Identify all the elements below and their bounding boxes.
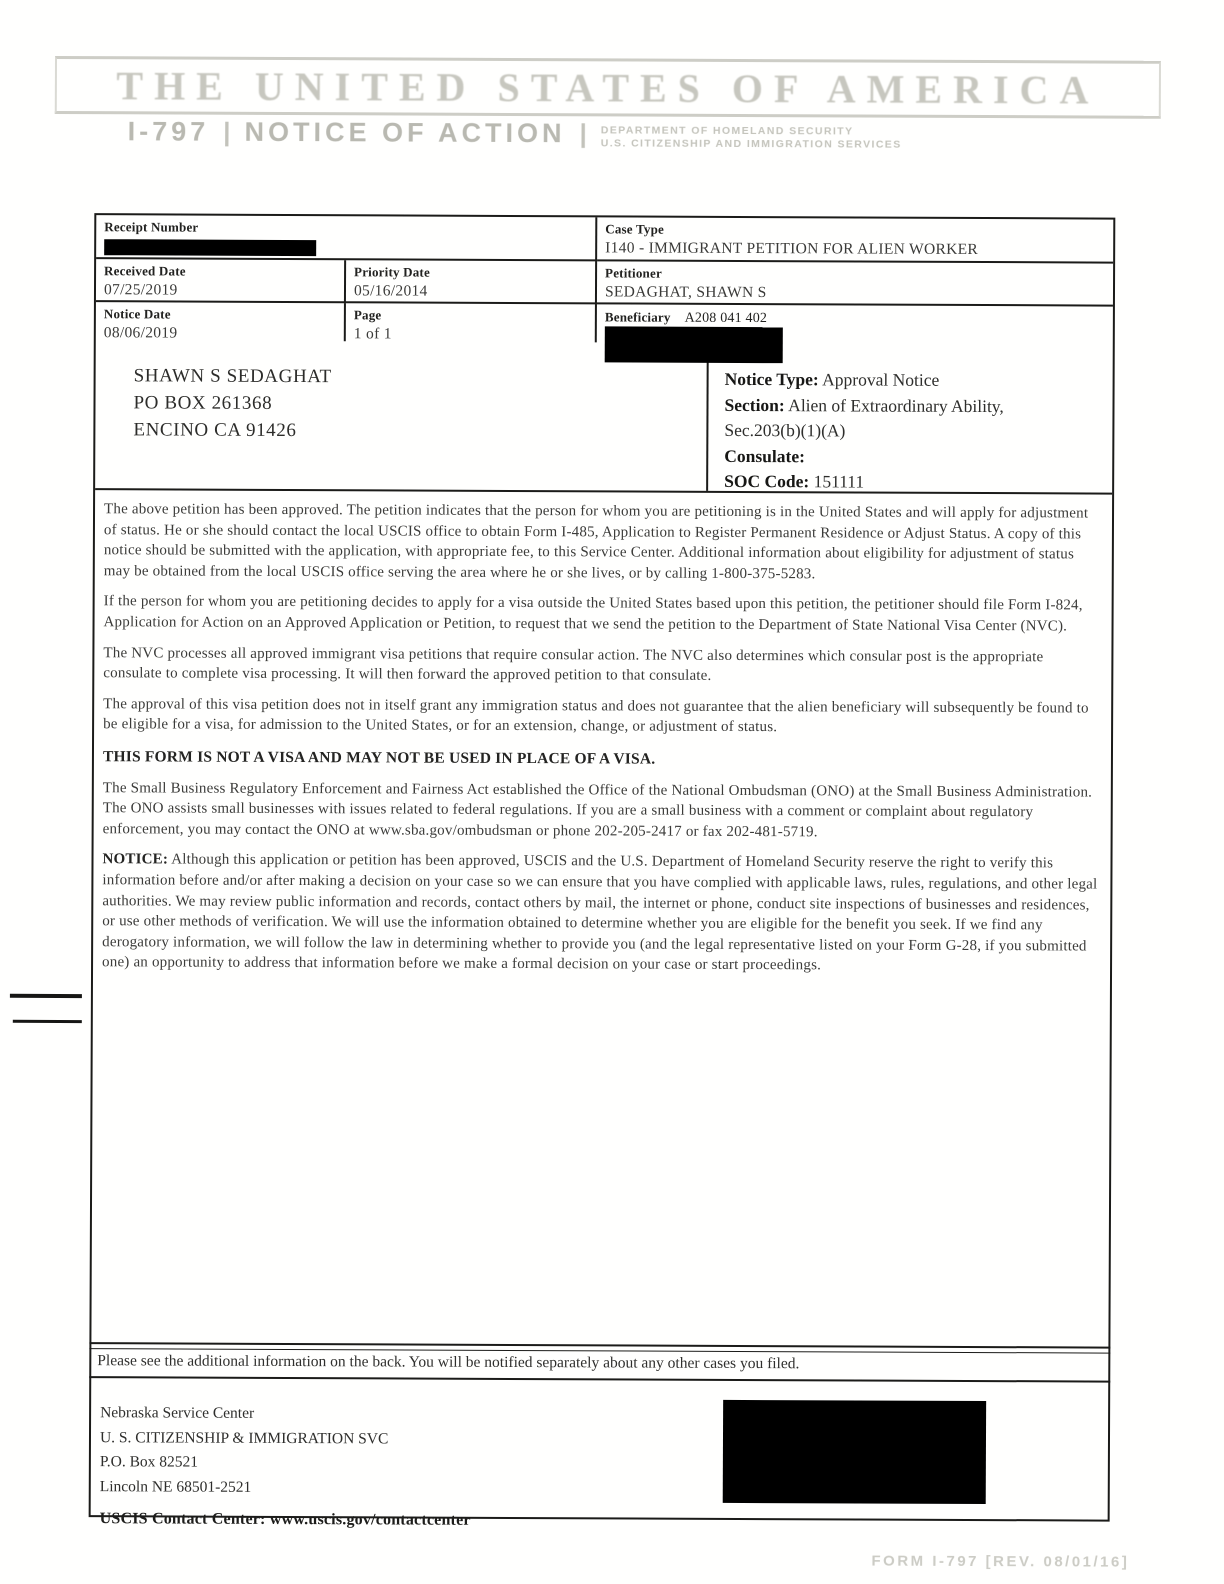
dept-line2: U.S. CITIZENSHIP AND IMMIGRATION SERVICES [600,137,902,151]
paragraph-notice [102,850,1099,978]
section-line [724,392,1072,445]
received-date-label: Received Date [104,263,186,279]
service-center-name: Nebraska Service Center [100,1404,255,1422]
separator-bar: | [579,118,587,149]
service-center-pobox: P.O. Box 82521 [99,1453,199,1471]
receipt-number-redaction-bar [104,239,316,256]
case-type-value: I140 - IMMIGRANT PETITION FOR ALIEN WORKER [605,239,979,259]
form-revision-text: FORM I-797 [REV. 08/01/16] [871,1552,1130,1571]
petitioner-label: Petitioner [605,265,662,281]
addressee-block [95,340,709,491]
received-date-cell [96,259,346,303]
service-center-agency: U. S. CITIZENSHIP & IMMIGRATION SVC [99,1428,389,1447]
paragraph-no-status-grant: The approval of this visa petition does not in itself grant any immigration status and does not guarantee that the alien beneficiary will subsequently be found to be eligible for a visa, for admission to the United States, or for an extension, change, or adjustment of status. [103,695,1089,736]
notice-type-value: Approval Notice [822,369,940,390]
page-value: 1 of 1 [353,325,392,343]
scan-mark [13,1020,82,1023]
addressee-name: SHAWN S SEDAGHAT [133,365,332,388]
petitioner-cell [597,261,1113,306]
consulate-label: Consulate: [724,445,806,466]
consulate-line [724,443,1072,470]
notice-date-label: Notice Date [103,306,171,322]
bottom-redaction-box [723,1400,986,1504]
paragraph-approval: The above petition has been approved. The petition indicates that the person for whom you are petitioning is in the United States and will apply for adjustment of status. He or she should contact the local USCIS office to obtain Form I-485, Application to Register Permanent Residence or Adjust Status. A copy of this notice should be submitted with the application, with appropriate fee, to this Service Center. Additional information about eligibility for adjustment of status may be obtained from the local USCIS office serving the area where he or she lives, or by calling 1-800-375-5283. [103,501,1089,583]
scan-mark [10,994,82,998]
department-lines [601,118,902,151]
section-value: Alien of Extraordinary Ability, Sec.203(b)(1)(A) [724,394,1004,441]
notice-type-line [725,367,1073,394]
receipt-number-label: Receipt Number [104,219,199,235]
form-id-line [128,116,902,155]
addressee-street: PO BOX 261368 [133,392,273,414]
notice-body [93,490,1112,987]
notice-info-block [708,343,1113,493]
paragraph-visa-outside-us: If the person for whom you are petitioning decides to apply for a visa outside the United States based upon this petition, the petitioner should file Form I-824, Application for Action on an Approved Application or Petition, to request that we send the petition to the Department of State National Visa Center (NVC). [103,593,1083,635]
beneficiary-value: A208 041 402 [684,310,768,327]
page-label: Page [353,307,382,323]
service-center-section [91,1391,1109,1529]
soc-code-value: 151111 [813,471,865,492]
soc-code-label: SOC Code: [724,470,810,492]
notice-date-value: 08/06/2019 [103,324,178,342]
receipt-number-cell [96,215,597,261]
paragraph-small-business: The Small Business Regulatory Enforcement and Fairness Act established the Office of the National Ombudsman (ONO) at the Small Business Administration. The ONO assists small businesses with issues related to federal regulations. If you are a small business with a comment or complaint about regulatory enforcement, you may contact the ONO at www.sba.gov/ombudsman or phone 202-205-2417 or fax 202-481-5719. [102,779,1093,841]
usa-banner [55,56,1161,119]
back-note-row [89,1342,1110,1382]
page-cell [346,303,597,342]
priority-date-label: Priority Date [354,264,430,280]
not-a-visa-warning: THIS FORM IS NOT A VISA AND MAY NOT BE USED IN PLACE OF A VISA. [102,748,656,768]
case-type-label: Case Type [605,221,665,237]
paragraph-nvc: The NVC processes all approved immigrant visa petitions that require consular action. The NVC also determines which consular post is the appropriate consulate to complete visa processing. It will then forward the approved petition to that consulate. [103,644,1044,685]
case-type-cell [597,217,1113,263]
addressee-city: ENCINO CA 91426 [133,419,297,442]
soc-code-line [724,469,1072,496]
form-number: I-797 [127,116,210,147]
uscis-contact-line: USCIS Contact Center: www.uscis.gov/contactcenter [99,1510,471,1529]
separator-bar: | [223,116,231,147]
notice-lead-text: Although this application or petition has been approved, USCIS and the U.S. Department of Homeland Security reserve the right to verify this information before and/or after making a decision on your case so we can ensure that you have complied with applicable laws, rules, regulations, and other legal authorities. We may review public information and records, contact others by mail, the internet or phone, conduct site inspections of businesses and residences, or use other methods of verification. We will use the information obtained to determine whether you are eligible for the benefit you seek. If we find any derogatory information, we will follow the law in determining whether to provide you (and the legal representative listed on your Form G-28, if you submitted one) an opportunity to address that information before we make a formal decision on your case or start proceedings. [102,851,1098,974]
dept-line1: DEPARTMENT OF HOMELAND SECURITY [600,124,854,138]
notice-main-box [89,213,1116,1529]
beneficiary-cell [597,304,1113,344]
notice-date-cell [96,302,346,341]
priority-date-value: 05/16/2014 [353,282,428,300]
notice-type-label: Notice Type: [724,368,819,390]
usa-banner-title: THE UNITED STATES OF AMERICA [116,62,1100,113]
beneficiary-label: Beneficiary [604,309,671,325]
priority-date-cell [346,260,597,304]
back-note-text: Please see the additional information on the back. You will be notified separately about any other cases you filed. [89,1349,1110,1382]
beneficiary-redaction-bar [605,326,783,363]
service-center-city: Lincoln NE 68501-2521 [99,1477,252,1496]
form-title: NOTICE OF ACTION [244,116,566,149]
received-date-value: 07/25/2019 [103,281,178,299]
address-section [95,340,1113,494]
section-label: Section: [724,394,785,415]
petitioner-value: SEDAGHAT, SHAWN S [604,283,767,302]
notice-lead-label: NOTICE: [102,851,169,868]
